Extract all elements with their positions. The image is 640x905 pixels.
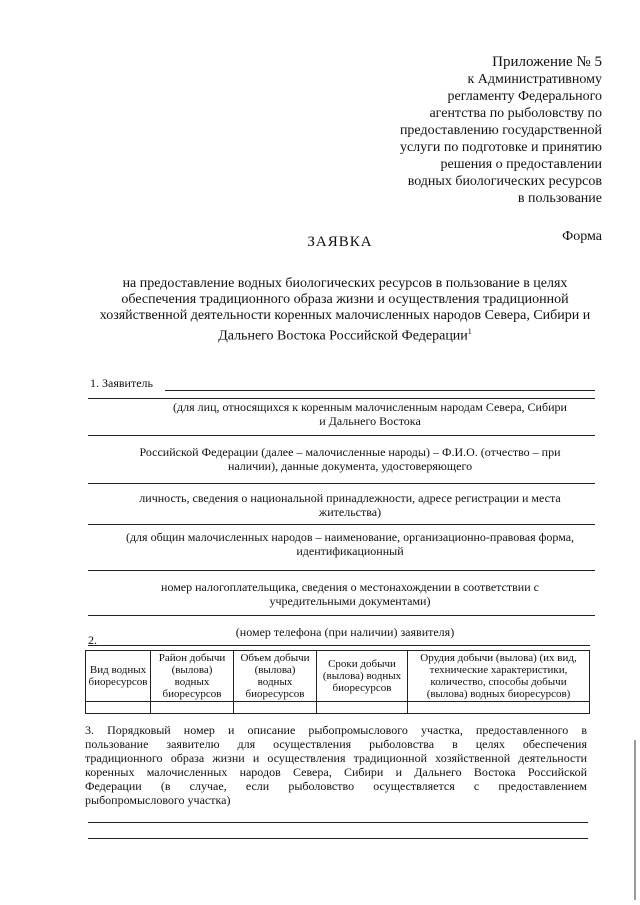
table-header-row xyxy=(86,651,590,702)
fill-line xyxy=(88,822,588,823)
appendix-line: водных биологических ресурсов xyxy=(407,174,602,189)
document-title: ЗАЯВКА xyxy=(307,234,373,250)
paragraph-line: рыбопромыслового участка) xyxy=(85,793,231,807)
table-cell[interactable] xyxy=(86,702,151,714)
hint-line: (для лиц, относящихся к коренным малочисленным народам Севера, Сибири xyxy=(173,400,567,414)
fill-line xyxy=(88,398,595,399)
section-3-paragraph xyxy=(85,723,587,807)
appendix-line: в пользование xyxy=(517,191,602,206)
hint-line: учредительными документами) xyxy=(269,594,431,608)
form-label: Форма xyxy=(562,229,602,244)
applicant-hint-2 xyxy=(95,445,605,473)
appendix-line: агентства по рыболовству по xyxy=(429,106,602,121)
hint-line: жительства) xyxy=(318,505,382,519)
fill-line xyxy=(88,483,595,484)
hint-line: и Дальнего Востока xyxy=(319,414,421,428)
column-header: Сроки добычи (вылова) водных биоресурсов xyxy=(317,651,408,702)
table-cell[interactable] xyxy=(408,702,590,714)
column-header: Район добычи (вылова) водных биоресурсов xyxy=(151,651,234,702)
hint-line: (для общин малочисленных народов – наименование, организационно-правовая форма, xyxy=(125,530,575,544)
appendix-line: к Административному xyxy=(467,72,602,87)
column-header: Орудия добычи (вылова) (их вид, технические характеристики, количество, способы добычи (вылова) водных биоресурсов) xyxy=(408,651,590,702)
applicant-hint-6: (номер телефона (при наличии) заявителя) xyxy=(235,625,455,639)
applicant-hint-1 xyxy=(130,400,610,428)
scan-edge-mark xyxy=(634,740,636,900)
table-cell[interactable] xyxy=(317,702,408,714)
appendix-line: регламенту Федерального xyxy=(447,89,602,104)
fill-line xyxy=(88,838,588,839)
paragraph-line: пользование заявителю для осуществления рыболовства в целях обеспечения xyxy=(85,737,587,751)
fill-line xyxy=(88,570,595,571)
appendix-line: Приложение № 5 xyxy=(492,54,602,70)
subtitle-line: хозяйственной деятельности коренных малочисленных народов Севера, Сибири и xyxy=(99,308,591,323)
appendix-line: предоставлению государственной xyxy=(399,123,602,138)
hint-line: наличии), данные документа, удостоверяющего xyxy=(227,459,473,473)
table-row xyxy=(86,702,590,714)
appendix-header xyxy=(342,54,602,207)
subtitle-line xyxy=(80,324,610,345)
column-header: Объем добычи (вылова) водных биоресурсов xyxy=(234,651,317,702)
hint-line: личность, сведения о национальной принадлежности, адресе регистрации и места xyxy=(139,491,561,505)
subtitle-line: на предоставление водных биологических ресурсов в пользование в целях xyxy=(122,276,568,291)
applicant-label: 1. Заявитель xyxy=(90,376,153,390)
paragraph-line: 3. Порядковый номер и описание рыбопромыслового участка, предоставленного в xyxy=(85,723,587,737)
hint-line: Российской Федерации (далее – малочисленные народы) – Ф.И.О. (отчество – при xyxy=(139,445,561,459)
subtitle-line: обеспечения традиционного образа жизни и осуществления традиционной xyxy=(121,292,569,307)
document-subtitle xyxy=(80,276,610,345)
hint-line: идентификационный xyxy=(296,544,404,558)
applicant-hint-5 xyxy=(100,580,600,608)
catch-table xyxy=(85,650,590,714)
fill-line xyxy=(88,524,595,525)
paragraph-line: Федерации (в случае, если рыболовство осуществляется с предоставлением xyxy=(85,779,587,793)
column-header: Вид водных биоресурсов xyxy=(86,651,151,702)
appendix-line: решения о предоставлении xyxy=(440,157,602,172)
subtitle-line-text: Дальнего Востока Российской Федерации xyxy=(218,328,468,344)
table-cell[interactable] xyxy=(151,702,234,714)
fill-line xyxy=(88,615,595,616)
appendix-line: услуги по подготовке и принятию xyxy=(399,140,602,155)
paragraph-line: коренных малочисленных народов Севера, Сибири и Дальнего Востока Российской xyxy=(85,765,587,779)
fill-line xyxy=(88,645,590,646)
footnote-marker: 1 xyxy=(467,327,472,336)
table-cell[interactable] xyxy=(234,702,317,714)
paragraph-line: традиционного образа жизни и осуществления традиционной хозяйственной деятельности xyxy=(85,751,587,765)
applicant-fill-line xyxy=(165,390,595,391)
applicant-hint-3 xyxy=(95,491,605,519)
hint-line: номер налогоплательщика, сведения о местонахождении в соответствии с xyxy=(161,580,539,594)
fill-line xyxy=(88,435,595,436)
section-2-label: 2. xyxy=(88,633,97,647)
applicant-hint-4 xyxy=(90,530,610,558)
